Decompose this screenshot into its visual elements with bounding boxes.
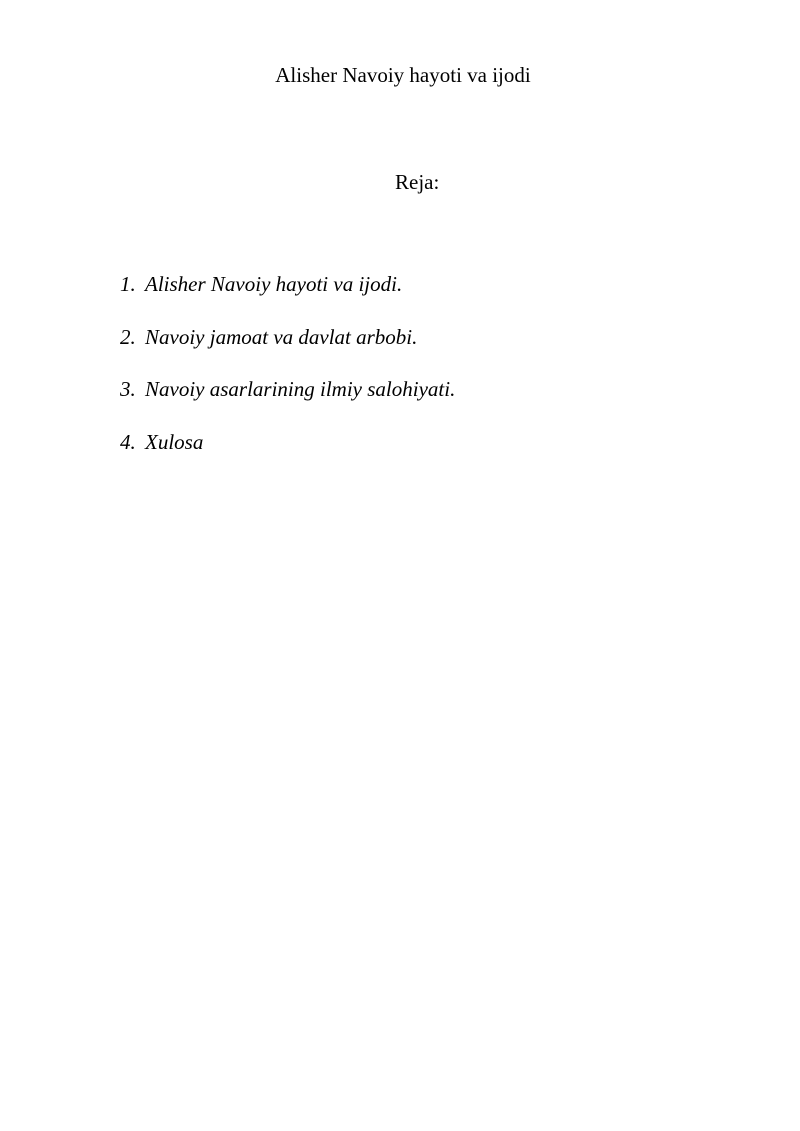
plan-item-text: Alisher Navoiy hayoti va ijodi.: [145, 272, 403, 296]
plan-item: [120, 428, 455, 456]
plan-item-number: 3.: [120, 377, 136, 401]
plan-item-text: Navoiy jamoat va davlat arbobi.: [145, 324, 418, 349]
plan-item-number: 1.: [120, 272, 136, 296]
plan-item: [120, 323, 455, 351]
plan-heading: Reja:: [395, 170, 440, 194]
document-title: Alisher Navoiy hayoti va ijodi: [275, 63, 531, 87]
plan-item-text: Xulosa: [145, 429, 204, 454]
plan-item-number: 2.: [120, 324, 136, 349]
plan-list: [120, 270, 455, 480]
plan-item: [120, 375, 455, 403]
plan-item-text: Navoiy asarlarining ilmiy salohiyati.: [145, 377, 456, 401]
plan-item: [120, 270, 455, 298]
plan-item-number: 4.: [120, 429, 136, 454]
